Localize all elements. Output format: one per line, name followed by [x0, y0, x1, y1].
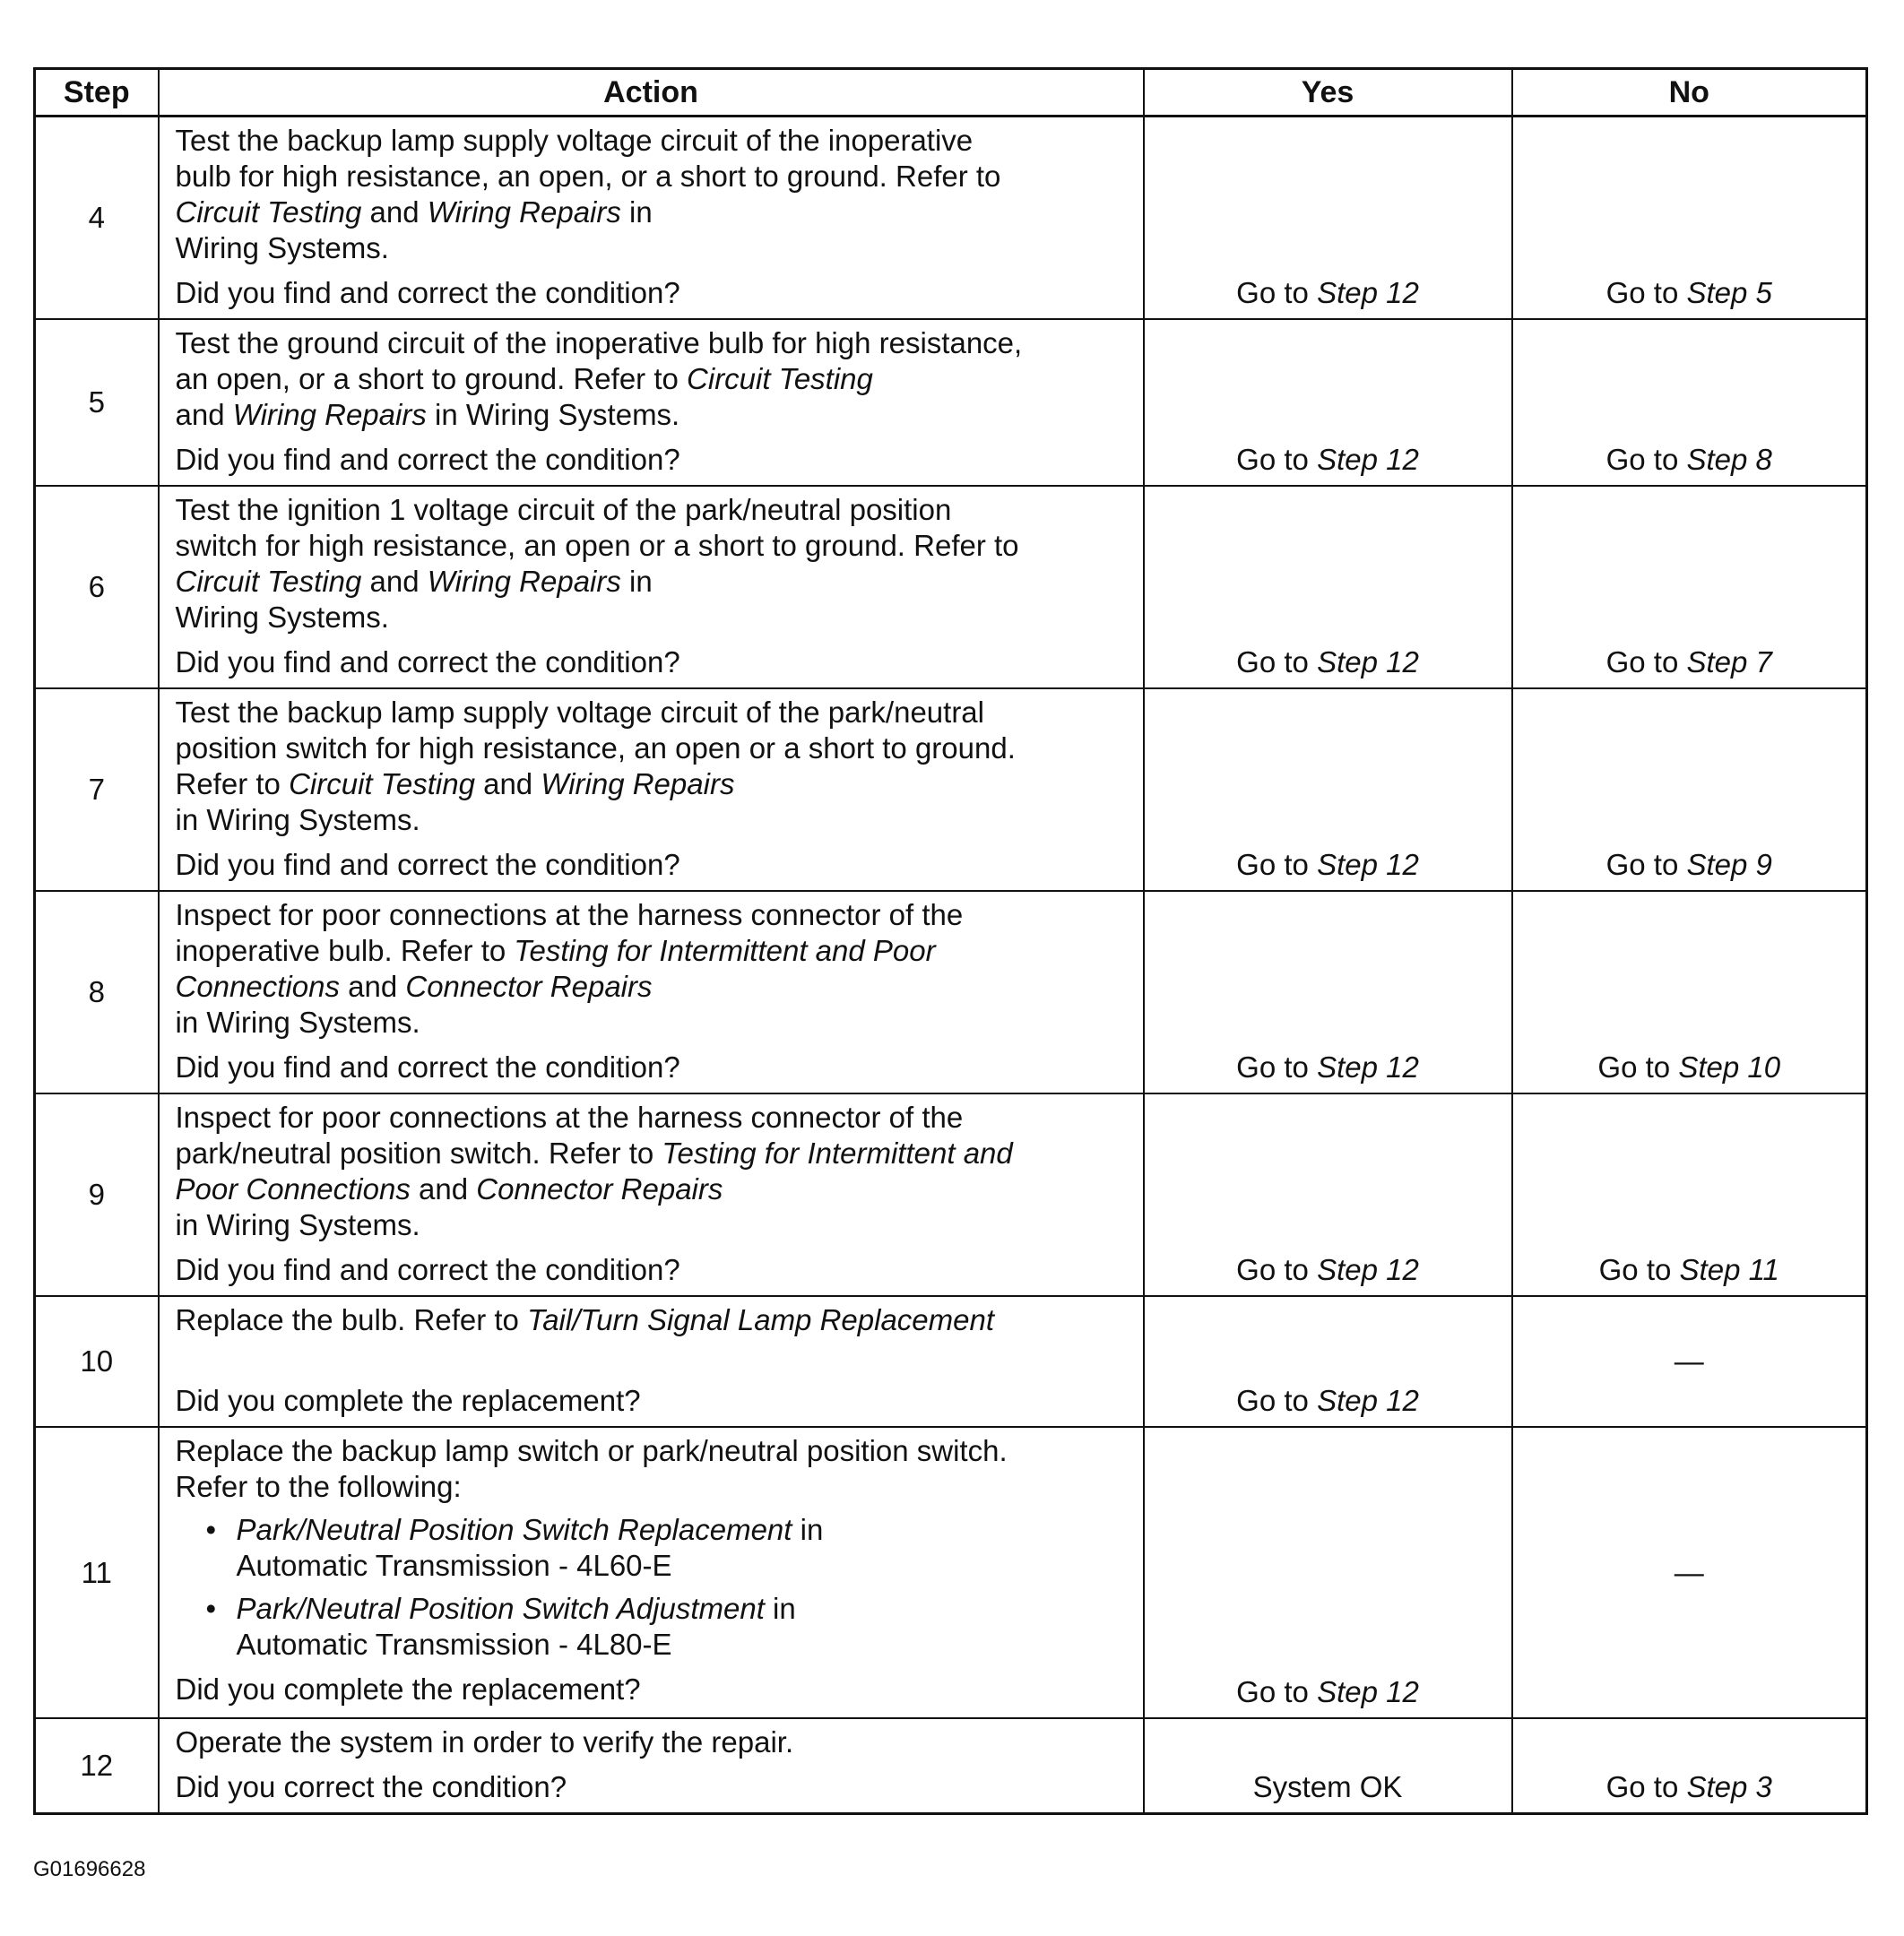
- spacer: [176, 1338, 1129, 1374]
- go-to-label: Go to: [1236, 1253, 1309, 1286]
- action-text: in: [620, 565, 653, 598]
- action-line: [176, 1136, 1129, 1171]
- action-cell: [159, 1427, 1144, 1718]
- action-line: [176, 1005, 1129, 1041]
- action-line: [176, 766, 1129, 802]
- no-cell: [1512, 1296, 1867, 1427]
- no-step-link: Step 11: [1679, 1253, 1779, 1286]
- action-text: in Wiring Systems.: [175, 1006, 420, 1039]
- bullet-title: Park/Neutral Position Switch Replacement: [236, 1513, 792, 1546]
- go-to-label: Go to: [1236, 1050, 1309, 1084]
- step-number: 9: [35, 1093, 159, 1296]
- no-cell: [1512, 688, 1867, 891]
- action-reference: Circuit Testing: [175, 565, 362, 598]
- action-text: Test the backup lamp supply voltage circuit of the park/neutral: [175, 696, 984, 729]
- bullet-dot: •: [205, 1513, 217, 1546]
- no-step-link: Step 3: [1686, 1770, 1772, 1803]
- go-to-label: Go to: [1605, 276, 1679, 309]
- yes-step-link: Step 12: [1317, 276, 1419, 309]
- action-reference: Wiring Repairs: [232, 398, 427, 431]
- table-row: [35, 319, 1867, 486]
- action-cell: [159, 1093, 1144, 1296]
- action-reference: Wiring Repairs: [427, 565, 621, 598]
- no-step-link: Step 9: [1686, 848, 1772, 881]
- action-question: Did you find and correct the condition?: [175, 276, 680, 309]
- action-reference: Wiring Repairs: [541, 767, 735, 800]
- step-number: 7: [35, 688, 159, 891]
- action-line: [176, 325, 1129, 361]
- bullet-suffix: in: [792, 1513, 824, 1546]
- go-to-label: Go to: [1236, 645, 1309, 678]
- table-row: [35, 1296, 1867, 1427]
- table-row: [35, 117, 1867, 320]
- action-cell: [159, 1718, 1144, 1814]
- action-text: Wiring Systems.: [175, 231, 389, 264]
- yes-result: System OK: [1252, 1770, 1403, 1803]
- no-result-dash: —: [1674, 1555, 1704, 1589]
- header-row: [35, 69, 1867, 117]
- action-line: [176, 897, 1129, 933]
- yes-step-link: Step 12: [1317, 1675, 1419, 1708]
- action-line: [176, 730, 1129, 766]
- action-line: [176, 123, 1129, 159]
- action-cell: [159, 1296, 1144, 1427]
- action-line: [176, 397, 1129, 433]
- bullet-sub: Automatic Transmission - 4L60-E: [236, 1549, 672, 1582]
- bullet-item: [176, 1591, 1129, 1663]
- action-reference: Circuit Testing: [687, 362, 873, 395]
- table-row: [35, 688, 1867, 891]
- action-text: Operate the system in order to verify the repair.: [175, 1725, 794, 1759]
- action-reference: Circuit Testing: [175, 195, 362, 229]
- action-line: [176, 1100, 1129, 1136]
- table-row: [35, 486, 1867, 688]
- header-yes: Yes: [1144, 69, 1512, 117]
- yes-step-link: Step 12: [1317, 1050, 1419, 1084]
- yes-cell: [1144, 1296, 1512, 1427]
- yes-cell: [1144, 117, 1512, 320]
- header-action: Action: [159, 69, 1144, 117]
- action-reference: Wiring Repairs: [427, 195, 621, 229]
- action-cell: [159, 688, 1144, 891]
- go-to-label: Go to: [1236, 443, 1309, 476]
- action-reference: Circuit Testing: [289, 767, 475, 800]
- no-cell: [1512, 319, 1867, 486]
- step-number: 11: [35, 1427, 159, 1718]
- action-reference: Testing for Intermittent and Poor: [514, 934, 936, 967]
- action-line: [176, 1469, 1129, 1505]
- no-cell: [1512, 1718, 1867, 1814]
- action-line: [176, 194, 1129, 230]
- action-line: [176, 600, 1129, 635]
- action-reference: Tail/Turn Signal Lamp Replacement: [527, 1303, 995, 1336]
- action-text: in Wiring Systems.: [426, 398, 680, 431]
- action-question: Did you find and correct the condition?: [175, 645, 680, 678]
- action-line: [176, 969, 1129, 1005]
- bullet-title: Park/Neutral Position Switch Adjustment: [236, 1592, 765, 1625]
- action-line: [176, 802, 1129, 838]
- yes-cell: [1144, 891, 1512, 1093]
- action-line: [176, 361, 1129, 397]
- action-reference: Connections: [175, 970, 340, 1003]
- table-row: [35, 1427, 1867, 1718]
- no-step-link: Step 8: [1686, 443, 1772, 476]
- action-reference: Connector Repairs: [405, 970, 653, 1003]
- yes-step-link: Step 12: [1317, 848, 1419, 881]
- action-text: an open, or a short to ground. Refer to: [175, 362, 688, 395]
- action-question: Did you find and correct the condition?: [175, 443, 680, 476]
- bullet-line: [237, 1591, 1129, 1627]
- action-cell: [159, 891, 1144, 1093]
- step-number: 10: [35, 1296, 159, 1427]
- go-to-label: Go to: [1605, 645, 1679, 678]
- action-line: [176, 1724, 1129, 1760]
- go-to-label: Go to: [1605, 848, 1679, 881]
- header-no: No: [1512, 69, 1867, 117]
- action-line: [176, 564, 1129, 600]
- yes-step-link: Step 12: [1317, 1253, 1419, 1286]
- action-text: Inspect for poor connections at the harness connector of the: [175, 1101, 964, 1134]
- bullet-sub: Automatic Transmission - 4L80-E: [236, 1628, 672, 1661]
- action-question: Did you correct the condition?: [175, 1770, 567, 1803]
- action-text: Refer to the following:: [175, 1470, 462, 1503]
- diagnostic-table: [33, 67, 1868, 1815]
- action-line: [176, 933, 1129, 969]
- header-step: Step: [35, 69, 159, 117]
- no-result-dash: —: [1674, 1344, 1704, 1378]
- action-question: Did you complete the replacement?: [175, 1384, 641, 1417]
- action-text: and: [339, 970, 406, 1003]
- bullet-suffix: in: [764, 1592, 796, 1625]
- no-step-link: Step 10: [1678, 1050, 1781, 1084]
- action-question: Did you find and correct the condition?: [175, 848, 680, 881]
- bullet-item: [176, 1512, 1129, 1584]
- step-number: 12: [35, 1718, 159, 1814]
- table-row: [35, 1093, 1867, 1296]
- yes-cell: [1144, 1093, 1512, 1296]
- action-line: [176, 1207, 1129, 1243]
- action-line: [176, 492, 1129, 528]
- no-cell: [1512, 891, 1867, 1093]
- action-line: [176, 695, 1129, 730]
- yes-cell: [1144, 688, 1512, 891]
- yes-step-link: Step 12: [1317, 1384, 1419, 1417]
- no-cell: [1512, 1427, 1867, 1718]
- action-line: [176, 528, 1129, 564]
- action-text: Replace the backup lamp switch or park/neutral position switch.: [175, 1434, 1008, 1467]
- action-line: [176, 1302, 1129, 1338]
- action-reference: Connector Repairs: [476, 1172, 723, 1206]
- step-number: 8: [35, 891, 159, 1093]
- action-text: and: [474, 767, 541, 800]
- action-text: Test the ground circuit of the inoperative bulb for high resistance,: [175, 326, 1023, 359]
- action-text: Inspect for poor connections at the harness connector of the: [175, 898, 964, 931]
- yes-cell: [1144, 486, 1512, 688]
- action-text: and: [361, 195, 428, 229]
- bullet-line: [237, 1512, 1129, 1548]
- step-number: 6: [35, 486, 159, 688]
- action-cell: [159, 117, 1144, 320]
- no-step-link: Step 5: [1686, 276, 1772, 309]
- yes-cell: [1144, 1427, 1512, 1718]
- no-cell: [1512, 117, 1867, 320]
- table-row: [35, 1718, 1867, 1814]
- action-cell: [159, 486, 1144, 688]
- action-text: in Wiring Systems.: [175, 803, 420, 836]
- action-text: park/neutral position switch. Refer to: [175, 1137, 662, 1170]
- go-to-label: Go to: [1236, 276, 1309, 309]
- action-text: and: [361, 565, 428, 598]
- go-to-label: Go to: [1598, 1253, 1672, 1286]
- yes-step-link: Step 12: [1317, 645, 1419, 678]
- go-to-label: Go to: [1236, 848, 1309, 881]
- yes-cell: [1144, 319, 1512, 486]
- action-reference: Poor Connections: [175, 1172, 411, 1206]
- go-to-label: Go to: [1236, 1675, 1309, 1708]
- action-text: Wiring Systems.: [175, 601, 389, 634]
- action-line: [176, 159, 1129, 194]
- go-to-label: Go to: [1605, 1770, 1679, 1803]
- action-question: Did you find and correct the condition?: [175, 1050, 680, 1084]
- no-cell: [1512, 1093, 1867, 1296]
- action-text: in Wiring Systems.: [175, 1208, 420, 1241]
- action-question: Did you find and correct the condition?: [175, 1253, 680, 1286]
- bullet-dot: •: [205, 1592, 217, 1625]
- action-text: bulb for high resistance, an open, or a short to ground. Refer to: [175, 160, 1001, 193]
- step-number: 5: [35, 319, 159, 486]
- action-reference: Testing for Intermittent and: [662, 1137, 1013, 1170]
- step-number: 4: [35, 117, 159, 320]
- action-question: Did you complete the replacement?: [175, 1672, 641, 1706]
- action-text: and: [410, 1172, 477, 1206]
- action-text: Test the backup lamp supply voltage circuit of the inoperative: [175, 124, 974, 157]
- table-row: [35, 891, 1867, 1093]
- action-text: switch for high resistance, an open or a short to ground. Refer to: [175, 529, 1019, 562]
- action-text: inoperative bulb. Refer to: [175, 934, 515, 967]
- action-text: and: [175, 398, 233, 431]
- action-text: Replace the bulb. Refer to: [175, 1303, 528, 1336]
- go-to-label: Go to: [1605, 443, 1679, 476]
- action-text: in: [620, 195, 653, 229]
- go-to-label: Go to: [1597, 1050, 1671, 1084]
- action-line: [176, 1171, 1129, 1207]
- figure-id: G01696628: [33, 1857, 146, 1881]
- action-line: [176, 230, 1129, 266]
- action-text: position switch for high resistance, an open or a short to ground.: [175, 731, 1016, 765]
- no-step-link: Step 7: [1686, 645, 1772, 678]
- yes-step-link: Step 12: [1317, 443, 1419, 476]
- action-line: [176, 1433, 1129, 1469]
- go-to-label: Go to: [1236, 1384, 1309, 1417]
- action-text: Test the ignition 1 voltage circuit of the park/neutral position: [175, 493, 952, 526]
- no-cell: [1512, 486, 1867, 688]
- action-cell: [159, 319, 1144, 486]
- action-text: Refer to: [175, 767, 290, 800]
- yes-cell: [1144, 1718, 1512, 1814]
